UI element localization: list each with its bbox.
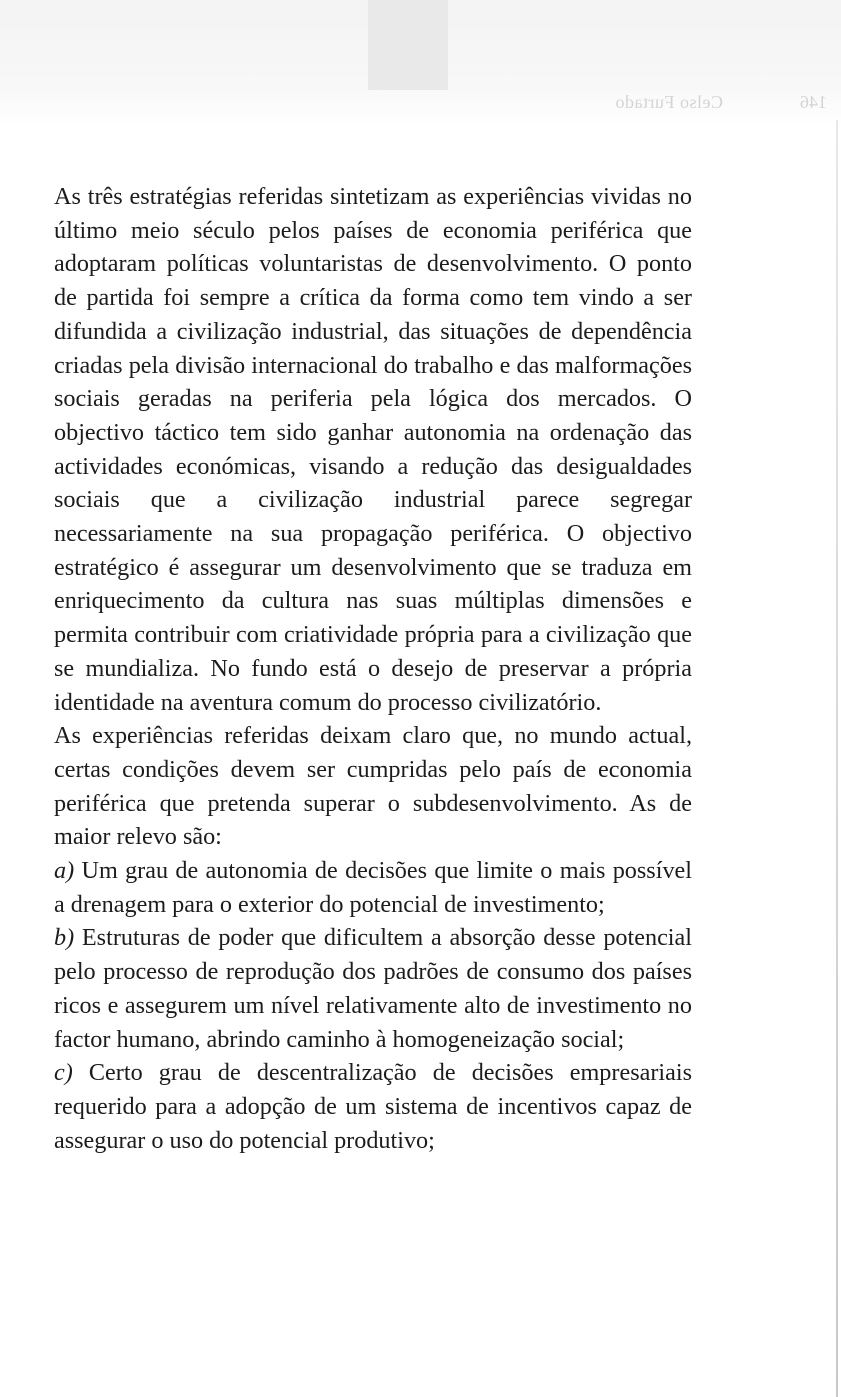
list-item-b bbox=[54, 921, 692, 1056]
paragraph-conditions: As experiências referidas deixam claro que, no mundo actual, certas condições devem ser cumpridas pelo país de economia periférica que pretenda superar o subdesenvolvimento. As de maior relevo são: bbox=[54, 722, 692, 851]
list-marker: a) bbox=[54, 857, 75, 885]
list-marker: c) bbox=[54, 1059, 73, 1087]
reverse-page-running-header: Celso Furtado bbox=[615, 92, 723, 112]
list-item-text: Certo grau de descentralização de decisões empresariais requerido para a adopção de um sistema de incentivos capaz de assegurar o uso do potencial produtivo; bbox=[54, 1059, 692, 1154]
list-item-text: Estruturas de poder que dificultem a absorção desse potencial pelo processo de reprodução dos padrões de consumo dos países ricos e assegurem um nível relativamente alto de investimento no factor humano, abrindo caminho à homogeneização social; bbox=[54, 924, 692, 1053]
list-item-c bbox=[54, 1056, 692, 1157]
list-item-a bbox=[54, 854, 692, 921]
list-item-text: Um grau de autonomia de decisões que limite o mais possível a drenagem para o exterior do potencial de investimento; bbox=[54, 857, 692, 918]
reverse-page-number: 146 bbox=[800, 92, 827, 112]
body-text bbox=[54, 180, 692, 1157]
reverse-page-figure-shadow bbox=[368, 0, 448, 90]
page-edge bbox=[836, 120, 838, 1397]
paragraph-strategies: As três estratégias referidas sintetizam as experiências vividas no último meio século pelos países de economia periférica que adoptaram políticas voluntaristas de desenvolvimento. O ponto de partida foi sempre a crítica da forma como tem vindo a ser difundida a civilização industrial, das situações de dependência criadas pela divisão internacional do trabalho e das malformações sociais geradas na periferia pela lógica dos mercados. O objectivo táctico tem sido ganhar autonomia na ordenação das actividades económicas, visando a redução das desigualdades sociais que a civilização industrial parece segregar necessariamente na sua propagação periférica. O objectivo estratégico é assegurar um desenvolvimento que se traduza em enriquecimento da cultura nas suas múltiplas dimensões e permita contribuir com criatividade própria para a civilização que se mundializa. No fundo está o desejo de preservar a própria identidade na aventura comum do processo civilizatório. bbox=[54, 183, 692, 716]
list-marker: b) bbox=[54, 924, 75, 952]
